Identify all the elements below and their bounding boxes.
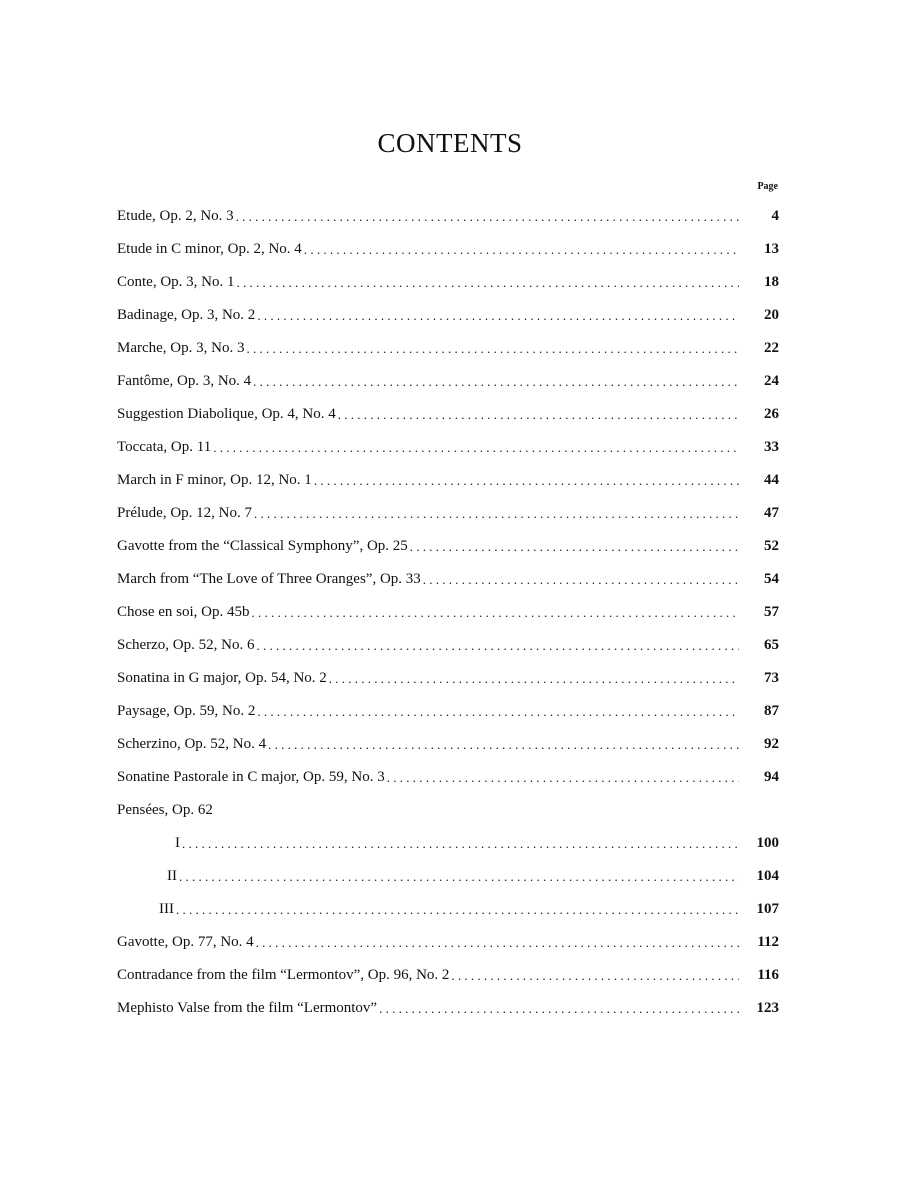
dot-leader <box>176 902 739 918</box>
dot-leader <box>254 506 739 522</box>
entry-page-number: 20 <box>764 307 779 323</box>
toc-entry <box>117 497 779 530</box>
toc-entry <box>117 233 779 266</box>
entry-title: Gavotte from the “Classical Symphony”, Op. 25 <box>117 538 408 554</box>
page-title: CONTENTS <box>377 128 523 158</box>
dot-leader <box>213 440 739 456</box>
entry-page-number: 107 <box>756 901 779 917</box>
toc-entry <box>117 563 779 596</box>
entry-title: Paysage, Op. 59, No. 2 <box>117 703 256 719</box>
toc-entry <box>117 365 779 398</box>
dot-leader <box>257 308 739 324</box>
entry-title: Scherzino, Op. 52, No. 4 <box>117 736 267 752</box>
entry-title: Mephisto Valse from the film “Lermontov” <box>117 1000 378 1016</box>
entry-page-number: 44 <box>764 472 779 488</box>
entry-page-number: 116 <box>757 967 779 983</box>
entry-page-number: 54 <box>764 571 779 587</box>
dot-leader <box>423 572 739 588</box>
entry-page-number: 22 <box>764 340 779 356</box>
entry-page-number: 94 <box>764 769 779 785</box>
entry-page-number: 4 <box>771 208 779 224</box>
entry-page-number: 26 <box>764 406 779 422</box>
entry-title: Contradance from the film “Lermontov”, Op. 96, No. 2 <box>117 967 450 983</box>
dot-leader <box>257 704 739 720</box>
entry-page-number: 100 <box>756 835 779 851</box>
entry-title: Prélude, Op. 12, No. 7 <box>117 505 252 521</box>
dot-leader <box>252 605 740 621</box>
page-column-label: Page <box>757 181 778 192</box>
dot-leader <box>237 275 740 291</box>
toc-subentry <box>117 827 779 860</box>
entry-title: Pensées, Op. 62 <box>117 802 213 818</box>
entry-page-number: 57 <box>764 604 779 620</box>
toc-entry <box>117 992 779 1025</box>
toc-entry <box>117 299 779 332</box>
dot-leader <box>379 1001 739 1017</box>
toc-entry <box>117 398 779 431</box>
dot-leader <box>182 836 739 852</box>
table-of-contents <box>117 200 779 1025</box>
entry-title: I <box>175 835 180 851</box>
toc-subentry <box>117 893 779 926</box>
toc-entry <box>117 266 779 299</box>
toc-entry <box>117 629 779 662</box>
toc-subentry <box>117 860 779 893</box>
dot-leader <box>387 770 739 786</box>
entry-page-number: 65 <box>764 637 779 653</box>
entry-title: Marche, Op. 3, No. 3 <box>117 340 245 356</box>
toc-group-heading <box>117 794 779 827</box>
entry-title: Fantôme, Op. 3, No. 4 <box>117 373 252 389</box>
entry-page-number: 13 <box>764 241 779 257</box>
entry-title: Chose en soi, Op. 45b <box>117 604 250 620</box>
entry-title: Conte, Op. 3, No. 1 <box>117 274 235 290</box>
entry-page-number: 33 <box>764 439 779 455</box>
entry-title: II <box>167 868 177 884</box>
entry-page-number: 87 <box>764 703 779 719</box>
toc-entry <box>117 662 779 695</box>
toc-entry <box>117 926 779 959</box>
dot-leader <box>268 737 739 753</box>
entry-title: Badinage, Op. 3, No. 2 <box>117 307 256 323</box>
dot-leader <box>304 242 739 258</box>
entry-page-number: 112 <box>757 934 779 950</box>
dot-leader <box>329 671 739 687</box>
toc-entry <box>117 332 779 365</box>
entry-title: III <box>159 901 174 917</box>
entry-page-number: 24 <box>764 373 779 389</box>
entry-page-number: 104 <box>756 868 779 884</box>
entry-title: Gavotte, Op. 77, No. 4 <box>117 934 254 950</box>
entry-title: March in F minor, Op. 12, No. 1 <box>117 472 312 488</box>
dot-leader <box>338 407 739 423</box>
entry-page-number: 92 <box>764 736 779 752</box>
entry-page-number: 52 <box>764 538 779 554</box>
entry-page-number: 123 <box>756 1000 779 1016</box>
dot-leader <box>314 473 739 489</box>
entry-title: Etude, Op. 2, No. 3 <box>117 208 234 224</box>
entry-title: Scherzo, Op. 52, No. 6 <box>117 637 255 653</box>
toc-entry <box>117 761 779 794</box>
toc-entry <box>117 596 779 629</box>
entry-page-number: 73 <box>764 670 779 686</box>
toc-entry <box>117 464 779 497</box>
entry-title: Etude in C minor, Op. 2, No. 4 <box>117 241 302 257</box>
dot-leader <box>256 638 739 654</box>
entry-title: Sonatine Pastorale in C major, Op. 59, No. 3 <box>117 769 385 785</box>
dot-leader <box>451 968 739 984</box>
dot-leader <box>179 869 739 885</box>
toc-entry <box>117 530 779 563</box>
toc-entry <box>117 200 779 233</box>
entry-page-number: 18 <box>764 274 779 290</box>
entry-title: Toccata, Op. 11 <box>117 439 212 455</box>
dot-leader <box>410 539 739 555</box>
toc-entry <box>117 728 779 761</box>
toc-entry <box>117 431 779 464</box>
dot-leader <box>256 935 739 951</box>
dot-leader <box>246 341 739 357</box>
entry-page-number: 47 <box>764 505 779 521</box>
dot-leader <box>236 209 739 225</box>
toc-entry <box>117 959 779 992</box>
entry-title: March from “The Love of Three Oranges”, Op. 33 <box>117 571 421 587</box>
dot-leader <box>253 374 739 390</box>
toc-entry <box>117 695 779 728</box>
entry-title: Suggestion Diabolique, Op. 4, No. 4 <box>117 406 336 422</box>
entry-title: Sonatina in G major, Op. 54, No. 2 <box>117 670 327 686</box>
